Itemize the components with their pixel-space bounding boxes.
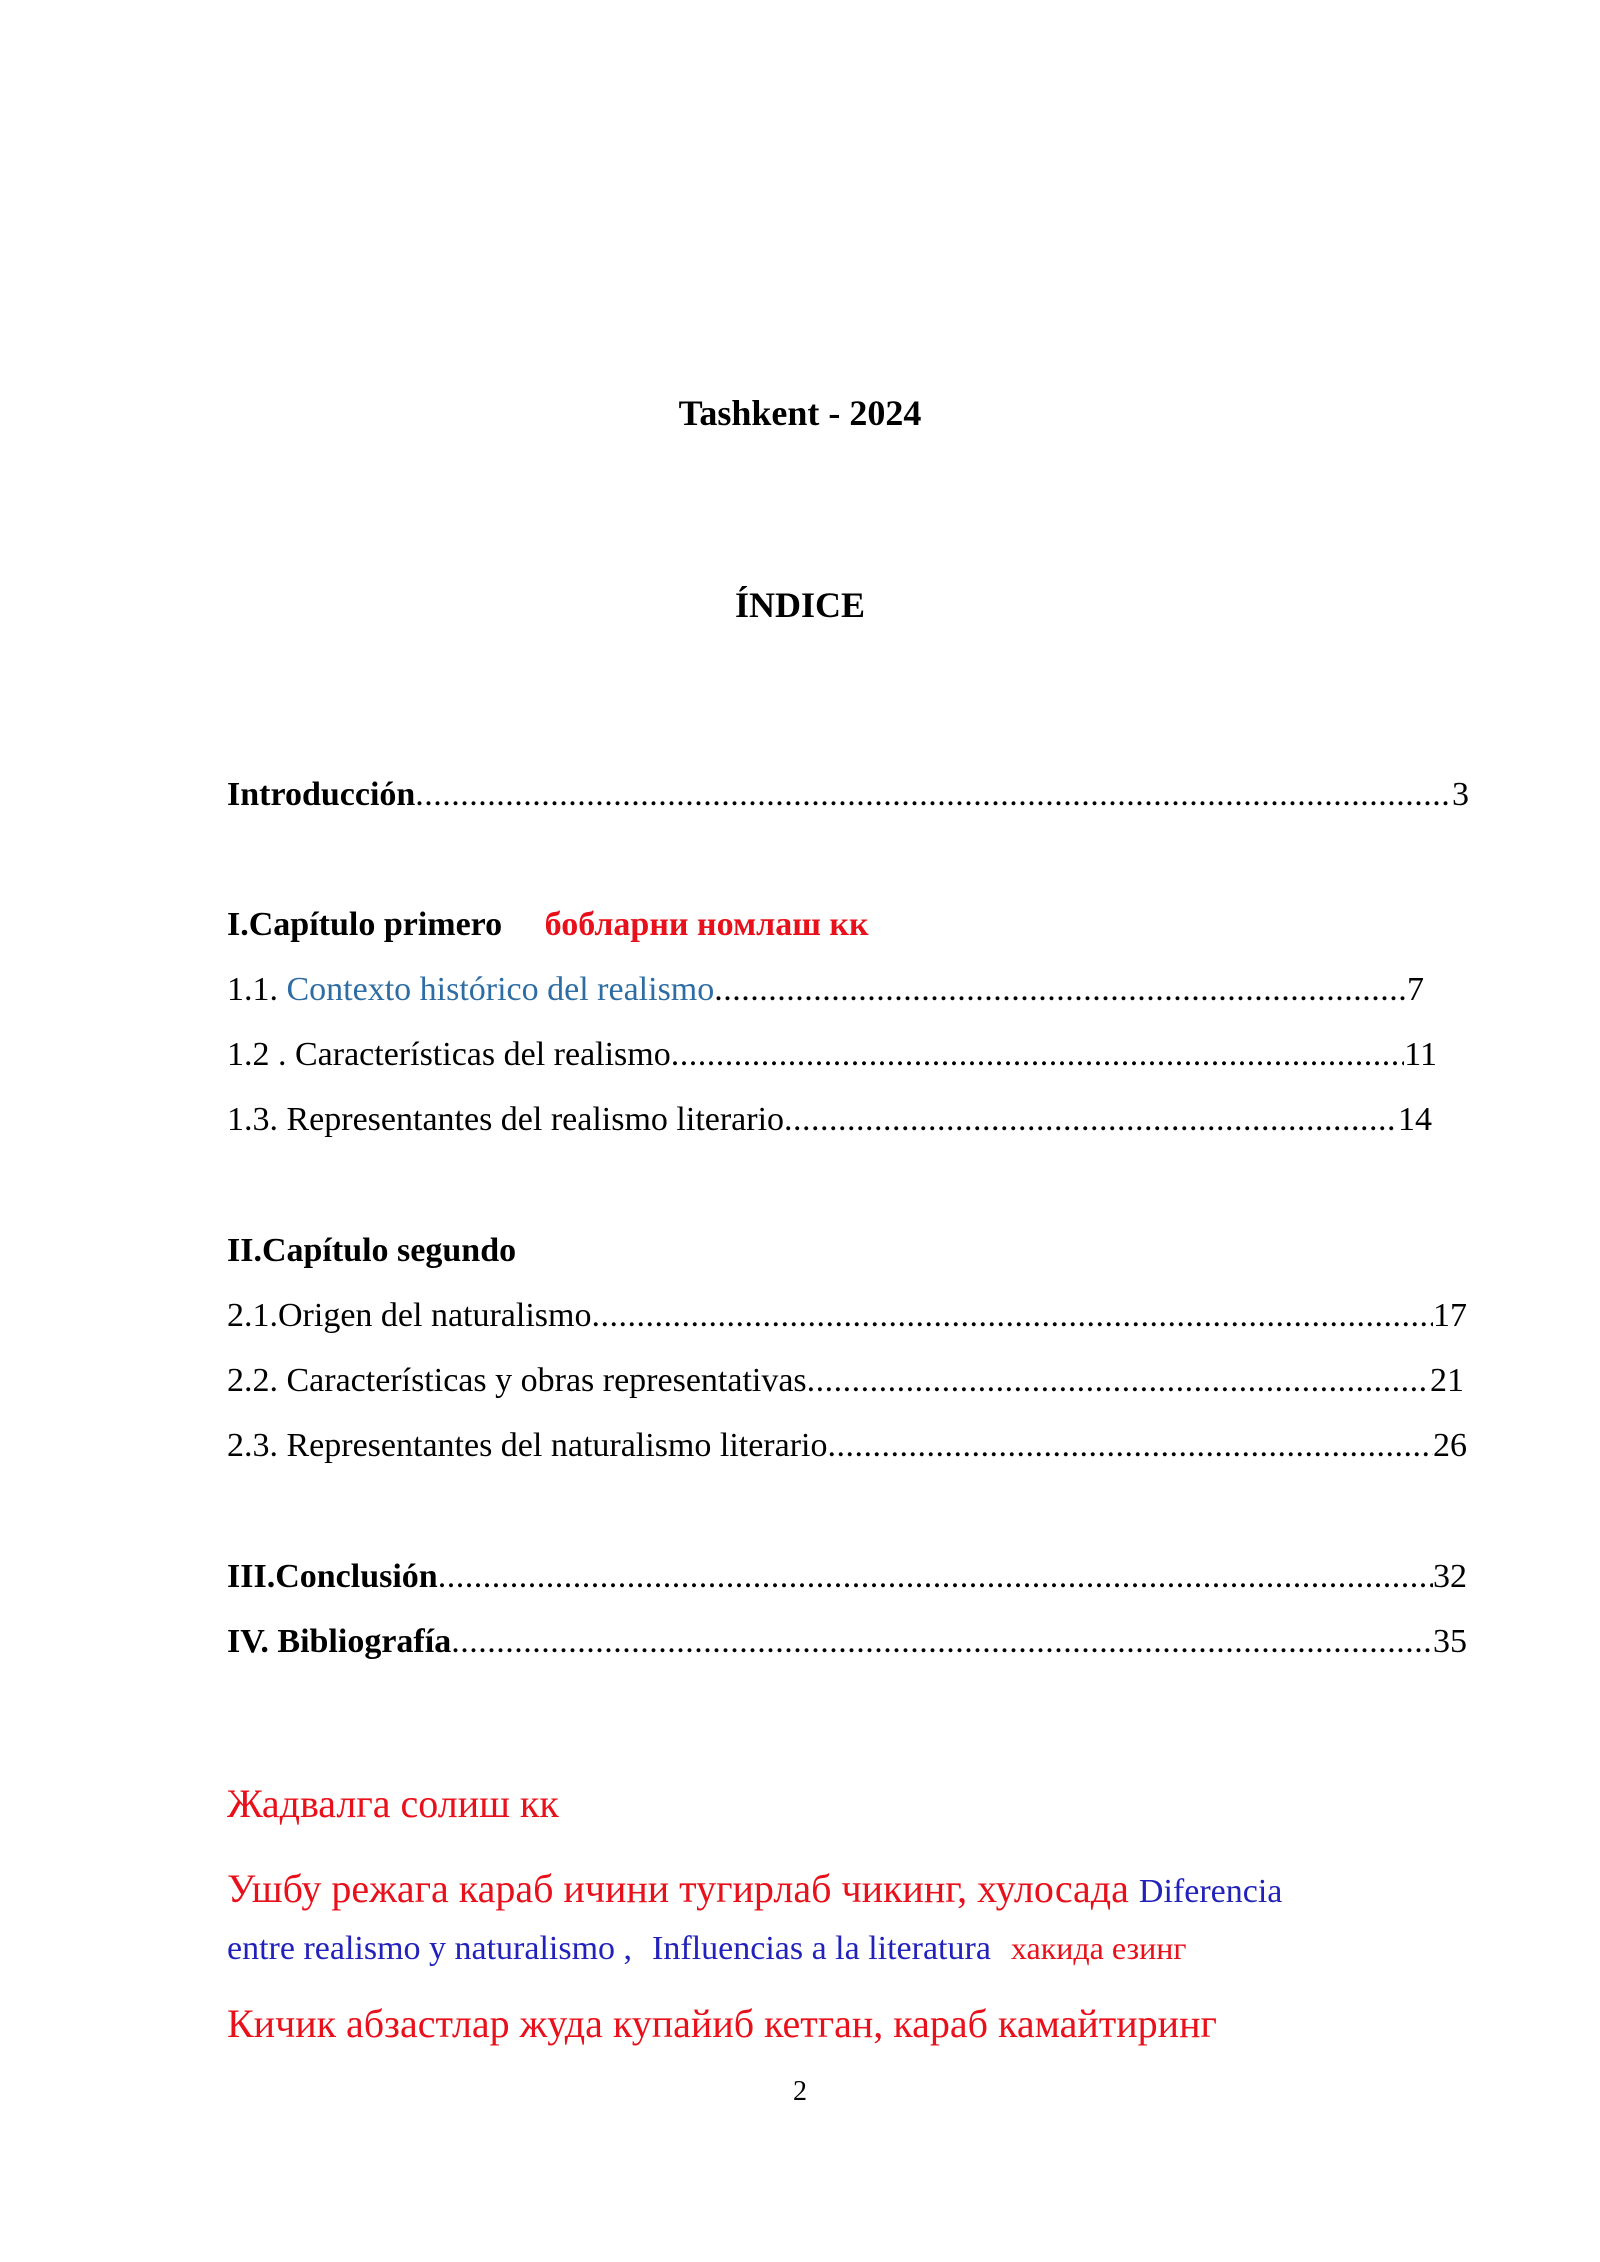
toc-entry-1-3[interactable] [227, 1098, 1432, 1142]
toc-entry-page: 21 [1430, 1362, 1464, 1399]
toc-entry-page: 35 [1433, 1623, 1467, 1660]
toc-entry-page: 11 [1404, 1036, 1437, 1073]
review-note-paragraphs: Кичик абзастлар жуда купайиб кетган, караб камайтиринг [227, 2001, 1217, 2046]
toc-entry-label: 2.2. Características y obras representativas [227, 1362, 807, 1399]
chapter-1-annotation: бобларни номлаш кк [544, 906, 869, 943]
toc-entry-label [227, 968, 714, 1012]
review-note-table: Жадвалга солиш кк [227, 1781, 559, 1826]
toc-entry-label: 1.2 . Características del realismo [227, 1036, 671, 1073]
toc-entry-page: 3 [1452, 776, 1469, 813]
toc-entry-link[interactable]: Contexto histórico del realismo [286, 971, 715, 1008]
toc-entry-page: 32 [1433, 1558, 1467, 1595]
toc-entry-label: Introducción [227, 776, 416, 813]
dot-leader [671, 1033, 1405, 1077]
dot-leader [415, 773, 1452, 817]
city-year: Tashkent - 2024 [678, 393, 922, 433]
toc-entry-page: 7 [1407, 971, 1424, 1008]
toc-entry-2-1[interactable] [227, 1294, 1467, 1338]
note-topic: Diferencia [1138, 1873, 1283, 1910]
toc-entry-introduction[interactable] [227, 773, 1469, 817]
toc-entry-label: 2.3. Representantes del naturalismo literario [227, 1427, 828, 1464]
toc-entry-page: 14 [1398, 1101, 1432, 1138]
toc-entry-2-3[interactable] [227, 1424, 1467, 1468]
dot-leader [438, 1555, 1433, 1599]
toc-entry-label: III.Conclusión [227, 1558, 438, 1595]
dot-leader [451, 1620, 1433, 1664]
toc-entry-conclusion[interactable] [227, 1555, 1467, 1599]
dot-leader [784, 1098, 1398, 1142]
toc-entry-number: 1.1. [227, 971, 287, 1008]
toc-entry-1-1[interactable] [227, 968, 1424, 1012]
page-number: 2 [793, 2076, 807, 2107]
chapter-1-heading: I.Capítulo primero [227, 906, 503, 943]
dot-leader [591, 1294, 1433, 1338]
chapter-2-heading: II.Capítulo segundo [227, 1232, 517, 1269]
toc-entry-label: 2.1.Origen del naturalismo [227, 1297, 592, 1334]
note-text: хакида езинг [1010, 1930, 1187, 1966]
toc-entry-bibliography[interactable] [227, 1620, 1467, 1664]
dot-leader [807, 1359, 1430, 1403]
dot-leader [827, 1424, 1433, 1468]
dot-leader [714, 968, 1407, 1012]
review-note-plan [227, 1862, 1282, 1976]
toc-entry-1-2[interactable] [227, 1033, 1437, 1077]
toc-entry-label: IV. Bibliografía [227, 1623, 452, 1660]
toc-entry-label: 1.3. Representantes del realismo literario [227, 1101, 785, 1138]
review-note-plan-line-1 [227, 1862, 1282, 1919]
toc-entry-page: 26 [1433, 1427, 1467, 1464]
note-topic: Influencias a la literatura [652, 1930, 991, 1967]
toc-entry-2-2[interactable] [227, 1359, 1464, 1403]
toc-entry-page: 17 [1433, 1297, 1467, 1334]
note-topic: entre realismo y naturalismo , [227, 1930, 633, 1967]
review-note-plan-line-2 [227, 1919, 1282, 1976]
chapter-1-heading-row [227, 903, 869, 947]
note-text: Ушбу режага караб ичини тугирлаб чикинг, хулосада [227, 1866, 1129, 1911]
index-title: ÍNDICE [734, 585, 866, 625]
